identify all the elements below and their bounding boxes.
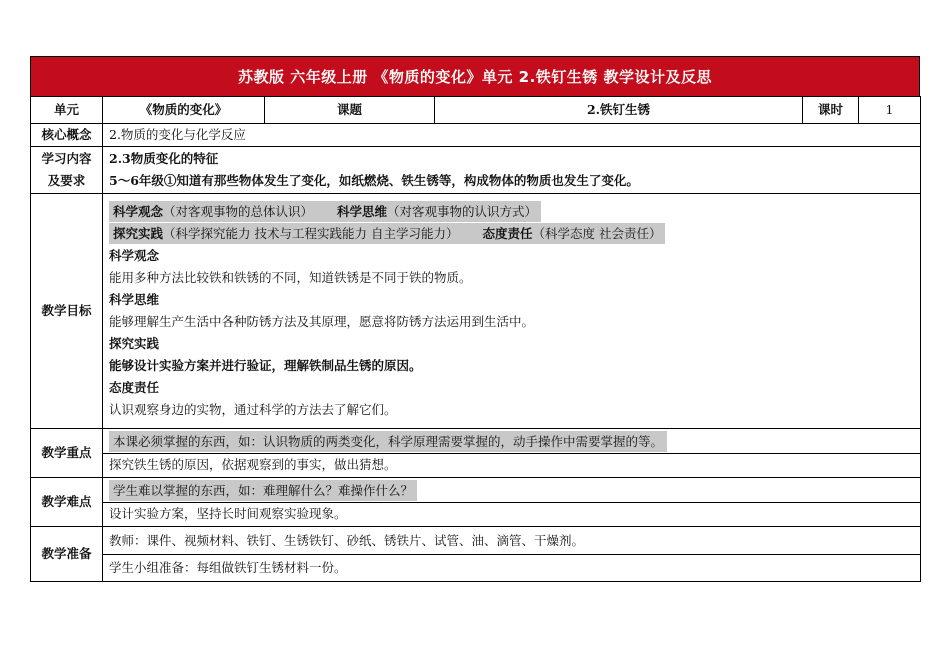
lesson-plan xyxy=(30,56,920,582)
prep-label: 教学准备 xyxy=(31,527,103,582)
content-value xyxy=(103,147,921,194)
difficulty-text: 设计实验方案，坚持长时间观察实验现象。 xyxy=(109,505,347,521)
goal-text-3: 能够设计实验方案并进行验证，理解铁制品生锈的原因。 xyxy=(109,358,422,373)
focus-hint-row xyxy=(103,431,920,454)
topic-label: 课题 xyxy=(265,97,435,124)
goal-text-2: 能够理解生产生活中各种防锈方法及其原理，愿意将防锈方法运用到生活中。 xyxy=(109,314,535,329)
focus-hint: 本课必须掌握的东西，如：认识物质的两类变化，科学原理需要掌握的，动手操作中需要掌握的等。 xyxy=(109,431,667,452)
prep-students: 学生小组准备：每组做铁钉生锈材料一份。 xyxy=(109,559,347,575)
content-label xyxy=(31,147,103,194)
focus-value xyxy=(103,429,921,478)
goals-value xyxy=(103,194,921,429)
difficulty-hint: 学生难以掌握的东西，如：难理解什么？难操作什么？ xyxy=(109,480,417,501)
difficulty-value xyxy=(103,478,921,527)
goals-row xyxy=(31,194,921,429)
core-value: 2.物质的变化与化学反应 xyxy=(103,124,921,147)
goal-heading-2: 科学思维 xyxy=(109,292,160,307)
goal-text-4: 认识观察身边的实物，通过科学的方法去了解它们。 xyxy=(109,402,397,417)
header-row xyxy=(31,97,921,124)
difficulty-hint-row xyxy=(103,480,920,503)
prep-row xyxy=(31,527,921,582)
difficulty-row xyxy=(31,478,921,527)
content-row xyxy=(31,147,921,194)
goal-text-1: 能用多种方法比较铁和铁锈的不同，知道铁锈是不同于铁的物质。 xyxy=(109,270,472,285)
focus-label: 教学重点 xyxy=(31,429,103,478)
period-value: 1 xyxy=(859,97,921,124)
unit-label: 单元 xyxy=(31,97,103,124)
core-row xyxy=(31,124,921,147)
goal-heading-4: 态度责任 xyxy=(109,380,160,395)
content-label-2: 及要求 xyxy=(47,173,86,188)
focus-text: 探究铁生锈的原因，依据观察到的事实，做出猜想。 xyxy=(109,456,397,472)
period-label: 课时 xyxy=(803,97,859,124)
topic-value: 2.铁钉生锈 xyxy=(435,97,803,124)
content-label-1: 学习内容 xyxy=(41,151,92,166)
goals-tag-line-2 xyxy=(109,223,914,245)
goal-heading-1: 科学观念 xyxy=(109,248,160,263)
goal-heading-3: 探究实践 xyxy=(109,336,160,351)
tag-inquiry-practice: 探究实践（科学探究能力 技术与工程实践能力 自主学习能力） 态度责任（科学态度 社会责任） xyxy=(109,223,665,244)
goals-label: 教学目标 xyxy=(31,194,103,429)
page-title: 苏教版 六年级上册 《物质的变化》单元 2.铁钉生锈 教学设计及反思 xyxy=(30,56,920,96)
content-line-1: 2.3物质变化的特征 xyxy=(109,151,219,166)
prep-teacher: 教师：课件、视频材料、铁钉、生锈铁钉、砂纸、锈铁片、试管、油、滴管、干燥剂。 xyxy=(103,528,920,555)
content-line-2: 5～6年级①知道有那些物体发生了变化，如纸燃烧、铁生锈等，构成物体的物质也发生了变化。 xyxy=(109,173,639,188)
prep-value xyxy=(103,527,921,582)
lesson-table xyxy=(30,96,921,582)
tag-science-concept: 科学观念（对客观事物的总体认识） 科学思维（对客观事物的认识方式） xyxy=(109,201,541,222)
focus-row xyxy=(31,429,921,478)
difficulty-label: 教学难点 xyxy=(31,478,103,527)
core-label: 核心概念 xyxy=(31,124,103,147)
unit-value: 《物质的变化》 xyxy=(103,97,265,124)
goals-tag-line-1 xyxy=(109,201,914,223)
